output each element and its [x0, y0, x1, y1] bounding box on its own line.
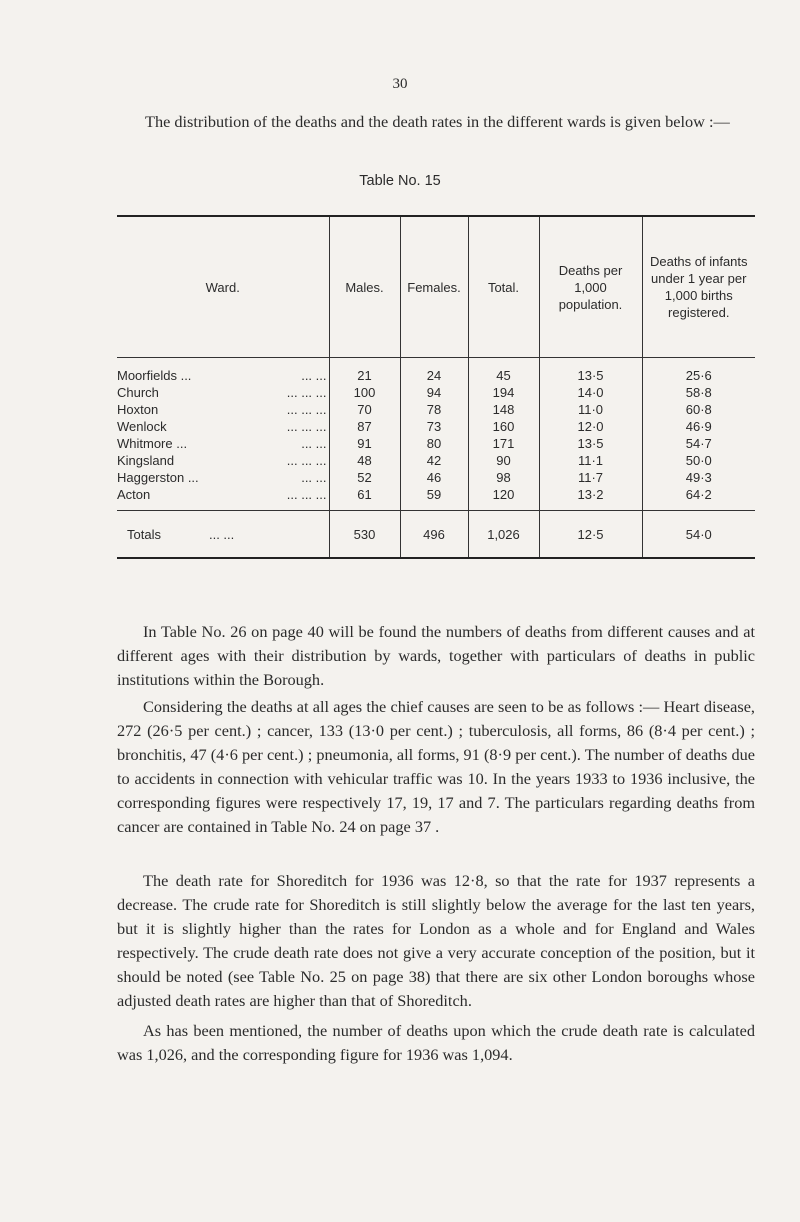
- leader-dots: ... ... ...: [286, 453, 327, 468]
- ward-name: Hoxton: [117, 402, 159, 417]
- females-cell: 24: [400, 358, 468, 385]
- page-number: 30: [392, 76, 408, 92]
- header-death-rate: Deaths per 1,000 population.: [539, 216, 642, 358]
- ward-name: Church: [117, 385, 159, 400]
- total-cell: 194: [468, 384, 539, 401]
- infant-deaths-cell: 25·6: [685, 368, 712, 383]
- table-row: [117, 401, 755, 418]
- totals-death-rate: 12·5: [539, 511, 642, 559]
- males-cell: 52: [329, 469, 400, 486]
- infant-deaths-cell: 49·3: [685, 470, 712, 485]
- females-cell: 73: [400, 418, 468, 435]
- table-row: [117, 469, 755, 486]
- ward-deaths-table: [117, 215, 755, 559]
- males-cell: 61: [329, 486, 400, 511]
- total-cell: 98: [468, 469, 539, 486]
- header-males: Males.: [329, 216, 400, 358]
- total-cell: 90: [468, 452, 539, 469]
- males-cell: 70: [329, 401, 400, 418]
- paragraph-death-rate: The death rate for Shoreditch for 1936 was 12·8, so that the rate for 1937 represents a decrease. The crude rate for Shoreditch is still slightly below the average for the last ten years, but it is slightly higher than the rates for London as a whole and for England and Wales respectively. The crude death rate does not give a very accurate conception of the position, but it should be noted (see Table No. 25 on page 38) that there are six other London boroughs whose adjusted death rates are higher than that of Shoreditch.: [117, 871, 755, 1010]
- ward-cell: [117, 435, 329, 452]
- totals-label: Totals: [127, 526, 161, 542]
- males-cell: 91: [329, 435, 400, 452]
- infant-deaths-cell: 60·8: [685, 402, 712, 417]
- leader-dots: ... ... ...: [286, 419, 327, 434]
- leader-dots: ... ...: [301, 436, 327, 451]
- totals-females: 496: [400, 511, 468, 559]
- table-caption: Table No. 15: [359, 173, 441, 189]
- total-cell: 120: [468, 486, 539, 511]
- total-cell: 160: [468, 418, 539, 435]
- total-cell: 45: [468, 358, 539, 385]
- ward-name: Whitmore ...: [117, 436, 188, 451]
- infant-deaths-cell: 64·2: [685, 487, 712, 502]
- total-cell: 148: [468, 401, 539, 418]
- ward-cell: [117, 469, 329, 486]
- leader-dots: ... ... ...: [286, 402, 327, 417]
- females-cell: 59: [400, 486, 468, 511]
- death-rate-cell: 11·1: [539, 452, 642, 469]
- leader-dots: ... ...: [301, 368, 327, 383]
- females-cell: 78: [400, 401, 468, 418]
- ward-cell: [117, 486, 329, 511]
- paragraph-crude-rate: As has been mentioned, the number of deaths upon which the crude death rate is calculated was 1,026, and the corresponding figure for 1936 was 1,094.: [117, 1021, 755, 1064]
- totals-males: 530: [329, 511, 400, 559]
- females-cell: 80: [400, 435, 468, 452]
- totals-total: 1,026: [468, 511, 539, 559]
- table-row: [117, 418, 755, 435]
- infant-deaths-cell: 54·7: [685, 436, 712, 451]
- infant-deaths-cell: 50·0: [685, 453, 712, 468]
- ward-name: Kingsland: [117, 453, 175, 468]
- header-females: Females.: [400, 216, 468, 358]
- ward-cell: [117, 418, 329, 435]
- females-cell: 42: [400, 452, 468, 469]
- ward-name: Wenlock: [117, 419, 167, 434]
- leader-dots: ... ...: [301, 470, 327, 485]
- totals-label-cell: [117, 511, 329, 559]
- death-rate-cell: 13·2: [539, 486, 642, 511]
- totals-row: [117, 511, 755, 559]
- table-row: [117, 486, 755, 511]
- ward-cell: [117, 358, 329, 385]
- header-ward: Ward.: [117, 216, 329, 358]
- header-total: Total.: [468, 216, 539, 358]
- totals-leader-dots: ... ...: [208, 526, 235, 542]
- header-infant-deaths: Deaths of infants under 1 year per 1,000 births registered.: [642, 216, 755, 358]
- ward-cell: [117, 401, 329, 418]
- leader-dots: ... ... ...: [286, 487, 327, 502]
- ward-cell: [117, 384, 329, 401]
- death-rate-cell: 13·5: [539, 358, 642, 385]
- death-rate-cell: 12·0: [539, 418, 642, 435]
- leader-dots: ... ... ...: [286, 385, 327, 400]
- females-cell: 46: [400, 469, 468, 486]
- death-rate-cell: 11·7: [539, 469, 642, 486]
- ward-name: Acton: [117, 487, 151, 502]
- females-cell: 94: [400, 384, 468, 401]
- table-row: [117, 452, 755, 469]
- total-cell: 171: [468, 435, 539, 452]
- ward-name: Haggerston ...: [117, 470, 199, 485]
- infant-deaths-cell: 58·8: [685, 385, 712, 400]
- death-rate-cell: 13·5: [539, 435, 642, 452]
- infant-deaths-cell: 46·9: [685, 419, 712, 434]
- ward-cell: [117, 452, 329, 469]
- paragraph-chief-causes: Considering the deaths at all ages the chief causes are seen to be as follows :— Heart disease, 272 (26·5 per cent.) ; cancer, 133 (13·0 per cent.) ; tuberculosis, all forms, 86 (8·4 per cent.) ; bronchitis, 47 (4·6 per cent.) ; pneumonia, all forms, 91 (8·9 per cent.). The number of deaths due to accidents in connection with vehicular traffic was 10. In the years 1933 to 1936 inclusive, the corresponding figures were respectively 17, 19, 17 and 7. The particulars regarding deaths from cancer are contained in Table No. 24 on page 37 .: [117, 697, 755, 836]
- ward-name: Moorfields ...: [117, 368, 192, 383]
- table-row: [117, 358, 755, 385]
- death-rate-cell: 11·0: [539, 401, 642, 418]
- death-rate-cell: 14·0: [539, 384, 642, 401]
- totals-infant-deaths: 54·0: [642, 511, 755, 559]
- males-cell: 48: [329, 452, 400, 469]
- paragraph-table-reference: In Table No. 26 on page 40 will be found the numbers of deaths from different causes and at different ages with their distribution by wards, together with particulars of deaths in public institutions within the Borough.: [117, 622, 755, 689]
- table-header-row: [117, 216, 755, 358]
- table-row: [117, 435, 755, 452]
- males-cell: 87: [329, 418, 400, 435]
- intro-paragraph: The distribution of the deaths and the death rates in the different wards is given below :—: [145, 112, 730, 131]
- males-cell: 21: [329, 358, 400, 385]
- table-row: [117, 384, 755, 401]
- males-cell: 100: [329, 384, 400, 401]
